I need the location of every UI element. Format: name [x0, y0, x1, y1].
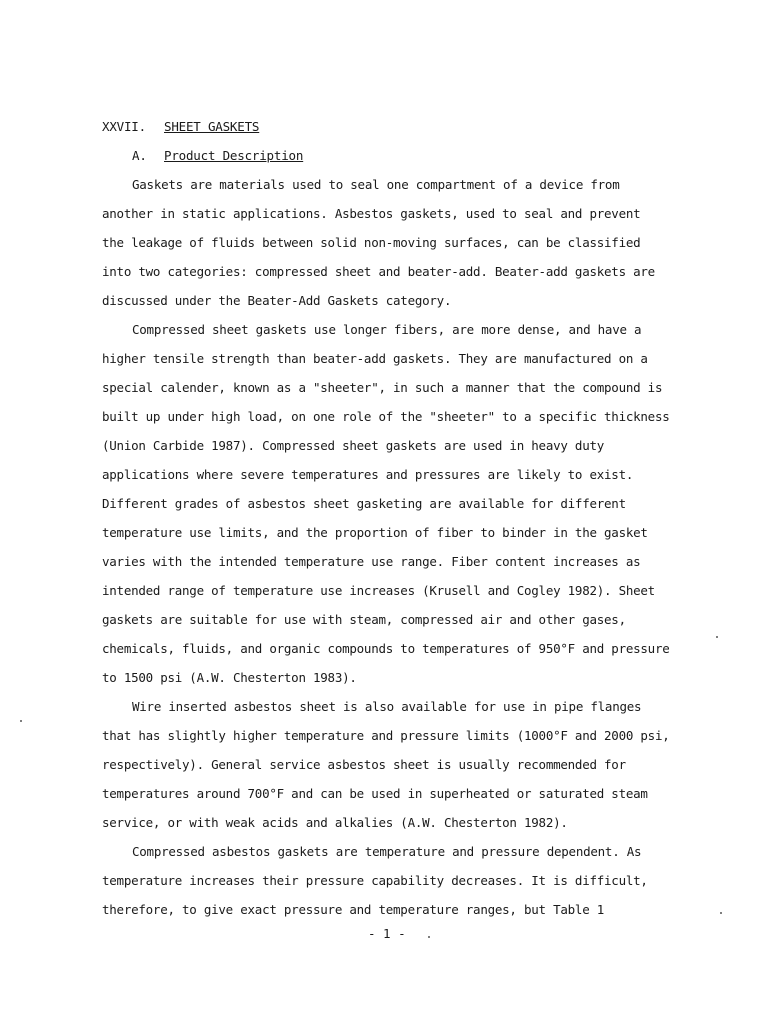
paragraph-4-line-3: therefore, to give exact pressure and temperature ranges, but Table 1	[102, 902, 605, 917]
page-number: - 1 -	[368, 926, 406, 941]
paragraph-2-line-6: applications where severe temperatures and pressures are likely to exist.	[102, 467, 634, 482]
paragraph-1-line-1: Gaskets are materials used to seal one compartment of a device from	[132, 177, 620, 192]
paragraph-2-line-2: higher tensile strength than beater-add gaskets. They are manufactured on a	[102, 351, 648, 366]
paragraph-2-line-4: built up under high load, on one role of the "sheeter" to a specific thickness	[102, 409, 670, 424]
scan-speck	[716, 636, 718, 638]
paragraph-2-line-8: temperature use limits, and the proportion of fiber to binder in the gasket	[102, 525, 648, 540]
paragraph-2-line-3: special calender, known as a "sheeter", in such a manner that the compound is	[102, 380, 663, 395]
subsection-title: Product Description	[164, 148, 304, 163]
paragraph-2-line-7: Different grades of asbestos sheet gasketing are available for different	[102, 496, 626, 511]
scan-speck	[428, 936, 430, 938]
paragraph-3-line-5: service, or with weak acids and alkalies (A.W. Chesterton 1982).	[102, 815, 568, 830]
scan-speck	[720, 912, 722, 914]
body-text	[102, 176, 702, 930]
paragraph-2-line-12: chemicals, fluids, and organic compounds to temperatures of 950°F and pressure	[102, 641, 670, 656]
paragraph-3-line-1: Wire inserted asbestos sheet is also available for use in pipe flanges	[132, 699, 642, 714]
paragraph-2-line-1: Compressed sheet gaskets use longer fibers, are more dense, and have a	[132, 322, 642, 337]
paragraph-1-line-5: discussed under the Beater-Add Gaskets category.	[102, 293, 452, 308]
paragraph-1-line-4: into two categories: compressed sheet and beater-add. Beater-add gaskets are	[102, 264, 655, 279]
paragraph-2-line-9: varies with the intended temperature use range. Fiber content increases as	[102, 554, 641, 569]
paragraph-2-line-13: to 1500 psi (A.W. Chesterton 1983).	[102, 670, 357, 685]
paragraph-2-line-11: gaskets are suitable for use with steam, compressed air and other gases,	[102, 612, 626, 627]
paragraph-1-line-3: the leakage of fluids between solid non-moving surfaces, can be classified	[102, 235, 641, 250]
paragraph-2-line-5: (Union Carbide 1987). Compressed sheet gaskets are used in heavy duty	[102, 438, 605, 453]
paragraph-3-line-3: respectively). General service asbestos sheet is usually recommended for	[102, 757, 626, 772]
paragraph-3-line-2: that has slightly higher temperature and pressure limits (1000°F and 2000 psi,	[102, 728, 670, 743]
paragraph-4-line-2: temperature increases their pressure capability decreases. It is difficult,	[102, 873, 648, 888]
section-number: XXVII.	[102, 119, 146, 134]
scan-speck	[20, 720, 22, 722]
section-title: SHEET GASKETS	[164, 119, 260, 134]
paragraph-2-line-10: intended range of temperature use increases (Krusell and Cogley 1982). Sheet	[102, 583, 655, 598]
paragraph-3-line-4: temperatures around 700°F and can be used in superheated or saturated steam	[102, 786, 648, 801]
paragraph-4-line-1: Compressed asbestos gaskets are temperature and pressure dependent. As	[132, 844, 642, 859]
paragraph-1-line-2: another in static applications. Asbestos gaskets, used to seal and prevent	[102, 206, 641, 221]
subsection-letter: A.	[132, 148, 147, 163]
